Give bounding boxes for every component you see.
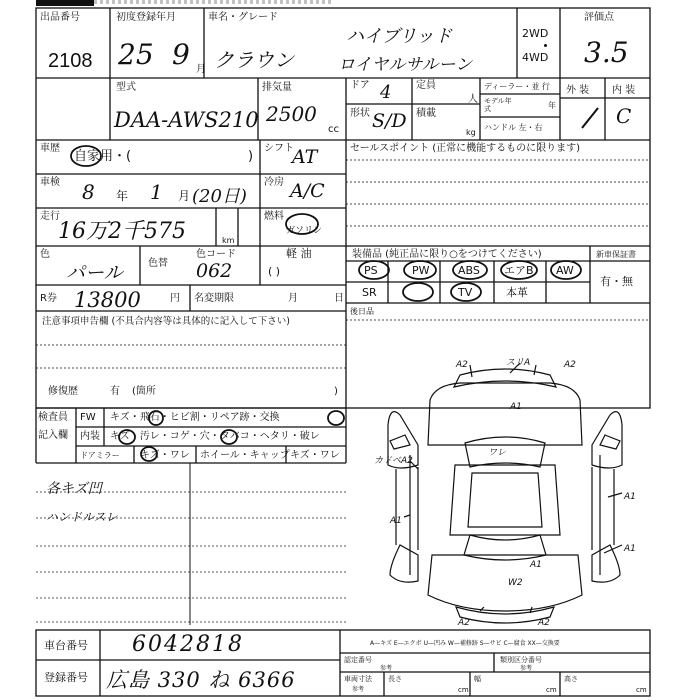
lot-no: 2108 — [48, 50, 93, 72]
after-label: 後日品 — [350, 307, 374, 316]
equip-sr: SR — [362, 286, 377, 299]
mark-a1-hood: A1 — [510, 402, 522, 412]
mileage-value: 16万2千575 — [58, 219, 186, 244]
capacity-label: 定員 — [416, 80, 436, 91]
expiry-month: 月 — [288, 293, 298, 304]
exterior-label: 外 装 — [566, 85, 590, 96]
repair-close: ) — [334, 386, 338, 397]
equip-airbag: エアB — [504, 264, 534, 277]
equip-ps: PS — [364, 264, 378, 277]
month-char: 月 — [178, 189, 191, 203]
mark-w2: W2 — [508, 578, 523, 588]
yen-unit: 円 — [170, 293, 180, 304]
color-change-label: 色替 — [148, 258, 168, 269]
height-cm: cm — [636, 686, 647, 694]
grade-line-2: ロイヤルサルーン — [338, 55, 473, 75]
note-line-1: 各キズ凹 — [46, 481, 102, 497]
wheel-label: ホイール・キャップ — [200, 450, 290, 461]
model-year-label: モデル年式 — [484, 97, 512, 113]
color-code: 062 — [196, 260, 233, 282]
mirror-items: キズ・ワレ — [140, 450, 190, 461]
size-label: 車両寸法 — [344, 675, 372, 683]
width-label: 幅 — [474, 675, 481, 683]
notes-label: 注意事項申告欄 (不具合内容等は具体的に記入して下さい) — [42, 316, 290, 327]
cert-label: 認定番号 — [344, 656, 372, 664]
color-value: パール — [66, 262, 123, 284]
model-label: 型式 — [116, 82, 136, 93]
class-label: 類別区分番号 — [500, 656, 542, 664]
registration-value: 有・無 — [600, 275, 633, 288]
mark-a1-left: A1 — [390, 516, 402, 526]
first-reg-year: 25 — [118, 38, 154, 71]
equip-leather: 本革 — [506, 286, 528, 299]
shift-value: AT — [292, 146, 318, 168]
mirror-label: ドアミラー — [80, 451, 120, 460]
displacement-label: 排気量 — [262, 82, 292, 93]
ref-label-1: 参考 — [380, 665, 393, 672]
repair-label: 修復歴 — [48, 386, 78, 397]
doors-label: ドア — [350, 80, 370, 91]
car-name: クラウン — [214, 48, 294, 72]
expiry-label: 名変期限 — [194, 293, 234, 304]
interior-items: キズ・汚レ・コゲ・穴・タバコ・ヘタリ・破レ — [110, 431, 320, 442]
mark-a2-bottom-left: A2 — [458, 618, 470, 628]
history-value: 自家用・( — [74, 149, 132, 164]
light-oil: 軽 油 — [286, 247, 312, 260]
fw-items: キズ・飛石・ヒビ割・リペア跡・交換 — [110, 412, 280, 423]
color-code-label: 色コード — [196, 249, 236, 260]
fuel-value: ガソリン — [286, 226, 323, 236]
color-label: 色 — [40, 249, 50, 260]
wheel-items: キズ・ワレ — [290, 450, 340, 461]
fw-label: FW — [80, 412, 96, 423]
history-close: ) — [248, 149, 254, 164]
mileage-label: 走行 — [40, 211, 60, 222]
length-cm: cm — [458, 686, 469, 694]
km-unit: km — [222, 236, 235, 245]
length-label: 長さ — [388, 675, 402, 683]
recycle-label: R券 — [40, 293, 57, 304]
legend: A—キズ E—エクボ U—凹み W—補修跡 S—サビ C—腐食 XX—交換要 — [370, 640, 560, 647]
inspection-year: 8 — [82, 180, 95, 204]
sales-point-label: セールスポイント (正常に機能するものに限ります) — [350, 143, 581, 154]
year-char: 年 — [116, 189, 129, 203]
grade-line-1: ハイブリッド — [346, 26, 453, 47]
inspection-day: (20日) — [192, 186, 247, 207]
expiry-day: 日 — [334, 293, 344, 304]
mark-suri-a: スリA — [506, 358, 531, 368]
dealer-label: ディーラー・並 行 — [484, 82, 550, 91]
repair-yes: 有 — [110, 386, 120, 397]
interior-label: 内 装 — [612, 85, 636, 96]
model: DAA-AWS210 — [114, 108, 259, 132]
height-label: 高さ — [564, 675, 578, 683]
ref-label-2: 参考 — [520, 665, 533, 672]
mark-a2-bottom-right: A2 — [538, 618, 550, 628]
mark-a2-top-right: A2 — [564, 360, 576, 370]
interior-grade: C — [616, 104, 632, 128]
interior-insp-label: 内装 — [80, 431, 100, 442]
recycle-value: 13800 — [74, 288, 141, 312]
chassis-label: 車台番号 — [44, 639, 88, 652]
chassis-value: 6042818 — [132, 632, 244, 657]
mark-a1-right: A1 — [624, 492, 636, 502]
inspection-month: 1 — [150, 180, 163, 204]
shift-label: シフト — [264, 143, 294, 154]
mark-corner-a2: カドベA2 — [374, 456, 413, 466]
car-diagram — [360, 345, 650, 630]
repair-place: (箇所 — [132, 386, 156, 397]
width-cm: cm — [546, 686, 557, 694]
ac-label: 冷房 — [264, 177, 284, 188]
year-unit: 年 — [548, 101, 556, 110]
fuel-paren: ( ) — [268, 265, 281, 278]
inspector-label-2: 記入欄 — [38, 430, 68, 441]
load-label: 積載 — [416, 108, 436, 119]
body-label: 形状 — [350, 108, 370, 119]
doors: 4 — [380, 82, 392, 103]
reg-value: 広島 330 ね 6366 — [106, 668, 296, 692]
mark-a1-rear-right: A1 — [624, 544, 636, 554]
car-name-label: 車名・グレード — [208, 12, 278, 23]
month-unit: 月 — [196, 64, 206, 75]
cc-unit: cc — [328, 124, 339, 135]
person-unit: 人 — [468, 94, 478, 105]
first-reg-label: 初度登録年月 — [116, 12, 176, 23]
equip-tv: TV — [458, 286, 473, 299]
drive-dot — [544, 44, 547, 47]
equip-abs: ABS — [458, 264, 480, 277]
inspection-label: 車検 — [40, 177, 60, 188]
handle-label: ハンドル 左・右 — [484, 123, 543, 132]
first-reg-month: 9 — [172, 38, 190, 71]
drive-4wd: 4WD — [522, 51, 549, 64]
score-label: 評価点 — [584, 12, 614, 23]
drive-2wd: 2WD — [522, 27, 549, 40]
lot-no-label: 出品番号 — [40, 12, 80, 23]
equipment-label: 装備品 (純正品に限り○をつけてください) — [352, 249, 542, 260]
inspector-label-1: 検査員 — [38, 412, 68, 423]
mark-crack: ワレ — [488, 448, 507, 458]
body: S/D — [372, 110, 407, 132]
mark-a2-top-left: A2 — [456, 360, 468, 370]
ac-value: A/C — [290, 180, 325, 202]
ref-label-3: 参考 — [352, 686, 365, 693]
fuel-label: 燃料 — [264, 211, 284, 222]
mark-a1-trunk: A1 — [530, 560, 542, 570]
equip-aw: AW — [556, 264, 574, 277]
displacement: 2500 — [266, 102, 317, 126]
history-label: 車歴 — [40, 143, 60, 154]
score: 3.5 — [584, 36, 629, 69]
equip-pw: PW — [412, 264, 430, 277]
note-line-2: ハンドルスレ — [46, 510, 118, 524]
reg-label: 登録番号 — [44, 671, 88, 684]
registration-label: 新車保証書 — [596, 250, 636, 259]
kg-unit: kg — [466, 128, 476, 137]
